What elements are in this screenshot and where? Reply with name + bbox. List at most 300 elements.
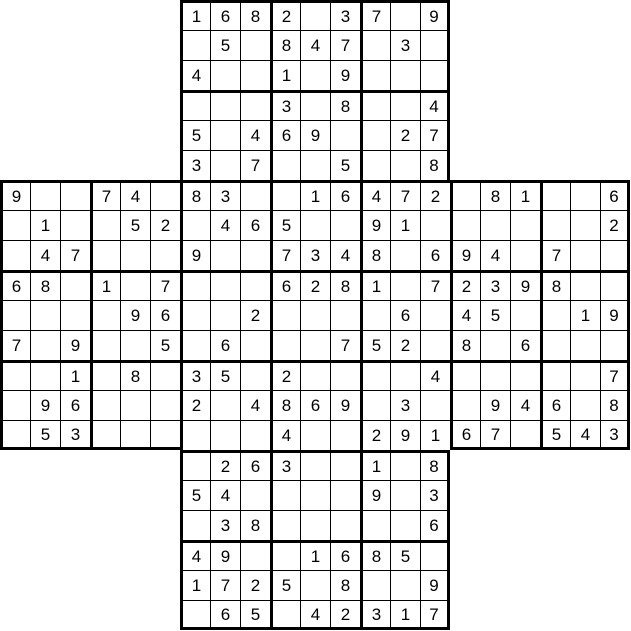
- void-area: [480, 120, 510, 150]
- cell-r10-c1[interactable]: [30, 300, 60, 330]
- cell-r11-c2: 9: [60, 330, 90, 360]
- cell-r1-c7: 5: [210, 30, 240, 60]
- cell-r13-c14[interactable]: [420, 390, 450, 420]
- cell-r7-c6[interactable]: [180, 210, 210, 240]
- void-area: [60, 600, 90, 630]
- cell-r4-c13: 2: [390, 120, 420, 150]
- cell-r10-c9[interactable]: [270, 300, 300, 330]
- void-area: [600, 540, 630, 570]
- cell-r13-c1: 9: [30, 390, 60, 420]
- cell-r7-c16[interactable]: [480, 210, 510, 240]
- void-area: [150, 150, 180, 180]
- cell-r7-c15[interactable]: [450, 210, 480, 240]
- cell-r13-c3[interactable]: [90, 390, 120, 420]
- cell-r1-c12[interactable]: [360, 30, 390, 60]
- cell-r10-c2[interactable]: [60, 300, 90, 330]
- void-area: [0, 150, 30, 180]
- cell-r7-c0[interactable]: [0, 210, 30, 240]
- cell-r6-c12: 4: [360, 180, 390, 210]
- cell-r7-c14[interactable]: [420, 210, 450, 240]
- cell-r13-c15[interactable]: [450, 390, 480, 420]
- cell-r10-c14[interactable]: [420, 300, 450, 330]
- cell-r0-c12: 7: [360, 0, 390, 30]
- cell-r5-c14: 8: [420, 150, 450, 180]
- cell-r8-c13[interactable]: [390, 240, 420, 270]
- cell-r5-c8: 7: [240, 150, 270, 180]
- cell-r13-c7[interactable]: [210, 390, 240, 420]
- cell-r15-c9: 3: [270, 450, 300, 480]
- cell-r15-c13[interactable]: [390, 450, 420, 480]
- void-area: [30, 0, 60, 30]
- cell-r6-c19[interactable]: [570, 180, 600, 210]
- cell-r6-c2[interactable]: [60, 180, 90, 210]
- cell-r11-c3[interactable]: [90, 330, 120, 360]
- cell-r14-c3[interactable]: [90, 420, 120, 450]
- cell-r10-c12[interactable]: [360, 300, 390, 330]
- cell-r10-c0[interactable]: [0, 300, 30, 330]
- void-area: [540, 570, 570, 600]
- cell-r18-c9[interactable]: [270, 540, 300, 570]
- cell-r20-c7: 6: [210, 600, 240, 630]
- cell-r13-c19[interactable]: [570, 390, 600, 420]
- cell-r3-c10[interactable]: [300, 90, 330, 120]
- cell-r8-c7[interactable]: [210, 240, 240, 270]
- cell-r8-c14: 6: [420, 240, 450, 270]
- cell-r11-c20[interactable]: [600, 330, 630, 360]
- cell-r8-c19[interactable]: [570, 240, 600, 270]
- void-area: [60, 540, 90, 570]
- cell-r0-c9: 2: [270, 0, 300, 30]
- void-area: [120, 60, 150, 90]
- cell-r3-c14: 4: [420, 90, 450, 120]
- cell-r4-c6: 5: [180, 120, 210, 150]
- void-area: [510, 510, 540, 540]
- cell-r3-c7[interactable]: [210, 90, 240, 120]
- cell-r11-c7: 6: [210, 330, 240, 360]
- void-area: [600, 120, 630, 150]
- cell-r12-c3[interactable]: [90, 360, 120, 390]
- cell-r9-c6[interactable]: [180, 270, 210, 300]
- cell-r15-c14: 8: [420, 450, 450, 480]
- cell-r20-c6[interactable]: [180, 600, 210, 630]
- cell-r4-c7[interactable]: [210, 120, 240, 150]
- cell-r14-c4[interactable]: [120, 420, 150, 450]
- void-area: [450, 510, 480, 540]
- void-area: [90, 120, 120, 150]
- void-area: [150, 570, 180, 600]
- void-area: [0, 570, 30, 600]
- cell-r17-c6[interactable]: [180, 510, 210, 540]
- cell-r16-c8[interactable]: [240, 480, 270, 510]
- void-area: [120, 600, 150, 630]
- void-area: [90, 540, 120, 570]
- cell-r12-c12[interactable]: [360, 360, 390, 390]
- cell-r4-c11[interactable]: [330, 120, 360, 150]
- cell-r12-c18[interactable]: [540, 360, 570, 390]
- void-area: [600, 510, 630, 540]
- cell-r7-c18[interactable]: [540, 210, 570, 240]
- cell-r6-c1[interactable]: [30, 180, 60, 210]
- void-area: [30, 540, 60, 570]
- cell-r7-c2[interactable]: [60, 210, 90, 240]
- void-area: [510, 60, 540, 90]
- cell-r14-c11[interactable]: [330, 420, 360, 450]
- void-area: [480, 510, 510, 540]
- cell-r5-c10[interactable]: [300, 150, 330, 180]
- cell-r12-c8[interactable]: [240, 360, 270, 390]
- cell-r7-c3[interactable]: [90, 210, 120, 240]
- cell-r7-c17[interactable]: [510, 210, 540, 240]
- cell-r19-c13[interactable]: [390, 570, 420, 600]
- cell-r12-c6: 3: [180, 360, 210, 390]
- cell-r8-c10: 3: [300, 240, 330, 270]
- cell-r18-c6: 4: [180, 540, 210, 570]
- cell-r11-c17: 6: [510, 330, 540, 360]
- cell-r14-c6[interactable]: [180, 420, 210, 450]
- void-area: [510, 120, 540, 150]
- cell-r4-c9: 6: [270, 120, 300, 150]
- cell-r18-c7: 9: [210, 540, 240, 570]
- void-area: [510, 540, 540, 570]
- cell-r19-c11: 8: [330, 570, 360, 600]
- cell-r14-c0[interactable]: [0, 420, 30, 450]
- cell-r17-c13[interactable]: [390, 510, 420, 540]
- void-area: [480, 540, 510, 570]
- cell-r14-c13: 9: [390, 420, 420, 450]
- cell-r10-c17[interactable]: [510, 300, 540, 330]
- void-area: [60, 150, 90, 180]
- void-area: [120, 540, 150, 570]
- cell-r13-c18: 6: [540, 390, 570, 420]
- cell-r6-c6: 8: [180, 180, 210, 210]
- void-area: [60, 0, 90, 30]
- cell-r12-c9: 2: [270, 360, 300, 390]
- void-area: [150, 30, 180, 60]
- cell-r16-c11[interactable]: [330, 480, 360, 510]
- void-area: [540, 600, 570, 630]
- cell-r12-c11[interactable]: [330, 360, 360, 390]
- cell-r11-c15: 8: [450, 330, 480, 360]
- void-area: [60, 570, 90, 600]
- cell-r7-c10[interactable]: [300, 210, 330, 240]
- cell-r0-c8: 8: [240, 0, 270, 30]
- cell-r9-c20[interactable]: [600, 270, 630, 300]
- cell-r5-c7[interactable]: [210, 150, 240, 180]
- cell-r18-c10: 1: [300, 540, 330, 570]
- void-area: [540, 90, 570, 120]
- void-area: [90, 30, 120, 60]
- cell-r0-c14: 9: [420, 0, 450, 30]
- cell-r10-c18[interactable]: [540, 300, 570, 330]
- cell-r14-c10[interactable]: [300, 420, 330, 450]
- void-area: [570, 120, 600, 150]
- cell-r9-c4[interactable]: [120, 270, 150, 300]
- cell-r2-c13[interactable]: [390, 60, 420, 90]
- cell-r6-c7: 3: [210, 180, 240, 210]
- cell-r4-c12[interactable]: [360, 120, 390, 150]
- cell-r11-c1[interactable]: [30, 330, 60, 360]
- cell-r1-c14[interactable]: [420, 30, 450, 60]
- cell-r12-c19[interactable]: [570, 360, 600, 390]
- cell-r19-c12[interactable]: [360, 570, 390, 600]
- void-area: [450, 60, 480, 90]
- void-area: [600, 450, 630, 480]
- void-area: [480, 450, 510, 480]
- cell-r11-c10[interactable]: [300, 330, 330, 360]
- cell-r7-c19[interactable]: [570, 210, 600, 240]
- cell-r10-c3[interactable]: [90, 300, 120, 330]
- cell-r13-c20: 8: [600, 390, 630, 420]
- cell-r8-c1: 4: [30, 240, 60, 270]
- cell-r14-c5[interactable]: [150, 420, 180, 450]
- cell-r7-c13: 1: [390, 210, 420, 240]
- void-area: [120, 450, 150, 480]
- cell-r18-c12: 8: [360, 540, 390, 570]
- cell-r16-c10[interactable]: [300, 480, 330, 510]
- void-area: [570, 30, 600, 60]
- cell-r3-c8[interactable]: [240, 90, 270, 120]
- void-area: [0, 600, 30, 630]
- cell-r15-c10[interactable]: [300, 450, 330, 480]
- cell-r13-c4[interactable]: [120, 390, 150, 420]
- void-area: [450, 30, 480, 60]
- cell-r10-c7[interactable]: [210, 300, 240, 330]
- cell-r10-c16: 5: [480, 300, 510, 330]
- cell-r9-c19[interactable]: [570, 270, 600, 300]
- cell-r11-c16[interactable]: [480, 330, 510, 360]
- cell-r5-c9[interactable]: [270, 150, 300, 180]
- void-area: [0, 0, 30, 30]
- void-area: [450, 450, 480, 480]
- void-area: [30, 90, 60, 120]
- cell-r14-c8[interactable]: [240, 420, 270, 450]
- cell-r2-c9: 1: [270, 60, 300, 90]
- cell-r3-c6[interactable]: [180, 90, 210, 120]
- cell-r17-c11[interactable]: [330, 510, 360, 540]
- void-area: [510, 150, 540, 180]
- cell-r12-c13[interactable]: [390, 360, 420, 390]
- cell-r9-c8[interactable]: [240, 270, 270, 300]
- void-area: [510, 480, 540, 510]
- void-area: [150, 600, 180, 630]
- cell-r17-c12[interactable]: [360, 510, 390, 540]
- cell-r12-c0[interactable]: [0, 360, 30, 390]
- cell-r10-c11[interactable]: [330, 300, 360, 330]
- cell-r6-c15[interactable]: [450, 180, 480, 210]
- void-area: [150, 510, 180, 540]
- void-area: [0, 90, 30, 120]
- cell-r10-c19: 1: [570, 300, 600, 330]
- cell-r9-c7[interactable]: [210, 270, 240, 300]
- cell-r3-c9: 3: [270, 90, 300, 120]
- cell-r13-c8: 4: [240, 390, 270, 420]
- cell-r1-c8[interactable]: [240, 30, 270, 60]
- cell-r17-c9[interactable]: [270, 510, 300, 540]
- cell-r16-c9[interactable]: [270, 480, 300, 510]
- void-area: [450, 0, 480, 30]
- cell-r14-c19: 4: [570, 420, 600, 450]
- cell-r5-c12[interactable]: [360, 150, 390, 180]
- cell-r11-c4[interactable]: [120, 330, 150, 360]
- cell-r7-c8: 6: [240, 210, 270, 240]
- cell-r0-c13[interactable]: [390, 0, 420, 30]
- void-area: [540, 0, 570, 30]
- cell-r12-c17[interactable]: [510, 360, 540, 390]
- void-area: [540, 540, 570, 570]
- void-area: [600, 150, 630, 180]
- cell-r10-c10[interactable]: [300, 300, 330, 330]
- void-area: [120, 480, 150, 510]
- cell-r14-c7[interactable]: [210, 420, 240, 450]
- cell-r19-c9: 5: [270, 570, 300, 600]
- cell-r11-c14[interactable]: [420, 330, 450, 360]
- cell-r14-c15: 6: [450, 420, 480, 450]
- cell-r20-c10: 4: [300, 600, 330, 630]
- cell-r12-c16[interactable]: [480, 360, 510, 390]
- cell-r17-c10[interactable]: [300, 510, 330, 540]
- cell-r14-c12: 2: [360, 420, 390, 450]
- void-area: [600, 600, 630, 630]
- cell-r8-c0[interactable]: [0, 240, 30, 270]
- cell-r14-c2: 3: [60, 420, 90, 450]
- cell-r20-c12: 3: [360, 600, 390, 630]
- cell-r9-c10: 2: [300, 270, 330, 300]
- void-area: [0, 30, 30, 60]
- cell-r3-c13[interactable]: [390, 90, 420, 120]
- cell-r14-c14: 1: [420, 420, 450, 450]
- cell-r10-c6[interactable]: [180, 300, 210, 330]
- void-area: [150, 120, 180, 150]
- void-area: [570, 570, 600, 600]
- cell-r2-c8[interactable]: [240, 60, 270, 90]
- cell-r12-c1[interactable]: [30, 360, 60, 390]
- cell-r6-c8[interactable]: [240, 180, 270, 210]
- cell-r3-c12[interactable]: [360, 90, 390, 120]
- void-area: [570, 510, 600, 540]
- cell-r8-c3[interactable]: [90, 240, 120, 270]
- cell-r6-c9[interactable]: [270, 180, 300, 210]
- void-area: [510, 570, 540, 600]
- cell-r5-c13[interactable]: [390, 150, 420, 180]
- cell-r15-c7: 2: [210, 450, 240, 480]
- void-area: [450, 600, 480, 630]
- void-area: [90, 510, 120, 540]
- void-area: [600, 570, 630, 600]
- cell-r11-c8[interactable]: [240, 330, 270, 360]
- cell-r15-c11[interactable]: [330, 450, 360, 480]
- cell-r1-c6[interactable]: [180, 30, 210, 60]
- void-area: [450, 540, 480, 570]
- cell-r19-c14: 9: [420, 570, 450, 600]
- cell-r12-c15[interactable]: [450, 360, 480, 390]
- cell-r2-c7[interactable]: [210, 60, 240, 90]
- void-area: [540, 150, 570, 180]
- cell-r2-c12[interactable]: [360, 60, 390, 90]
- cell-r19-c8: 2: [240, 570, 270, 600]
- void-area: [120, 30, 150, 60]
- cell-r13-c12[interactable]: [360, 390, 390, 420]
- cell-r9-c13[interactable]: [390, 270, 420, 300]
- void-area: [30, 30, 60, 60]
- cell-r8-c15: 9: [450, 240, 480, 270]
- void-area: [450, 120, 480, 150]
- cell-r7-c20: 2: [600, 210, 630, 240]
- cell-r13-c5[interactable]: [150, 390, 180, 420]
- cell-r7-c11[interactable]: [330, 210, 360, 240]
- cell-r9-c15: 2: [450, 270, 480, 300]
- cell-r14-c16: 7: [480, 420, 510, 450]
- void-area: [150, 540, 180, 570]
- cell-r18-c8[interactable]: [240, 540, 270, 570]
- cell-r8-c8[interactable]: [240, 240, 270, 270]
- cell-r20-c9[interactable]: [270, 600, 300, 630]
- void-area: [570, 60, 600, 90]
- cell-r2-c14[interactable]: [420, 60, 450, 90]
- cell-r2-c10[interactable]: [300, 60, 330, 90]
- void-area: [120, 0, 150, 30]
- cell-r10-c20: 9: [600, 300, 630, 330]
- cell-r6-c5[interactable]: [150, 180, 180, 210]
- cell-r8-c20[interactable]: [600, 240, 630, 270]
- void-area: [30, 510, 60, 540]
- void-area: [0, 120, 30, 150]
- cell-r9-c2[interactable]: [60, 270, 90, 300]
- void-area: [600, 90, 630, 120]
- cell-r6-c18[interactable]: [540, 180, 570, 210]
- void-area: [540, 510, 570, 540]
- cell-r13-c0[interactable]: [0, 390, 30, 420]
- cell-r18-c14[interactable]: [420, 540, 450, 570]
- cell-r14-c9: 4: [270, 420, 300, 450]
- cell-r11-c6[interactable]: [180, 330, 210, 360]
- cell-r9-c11: 8: [330, 270, 360, 300]
- cell-r9-c16: 3: [480, 270, 510, 300]
- cell-r0-c10[interactable]: [300, 0, 330, 30]
- cell-r6-c10: 1: [300, 180, 330, 210]
- cell-r16-c13[interactable]: [390, 480, 420, 510]
- cell-r7-c12: 9: [360, 210, 390, 240]
- cell-r12-c10[interactable]: [300, 360, 330, 390]
- cell-r14-c18: 5: [540, 420, 570, 450]
- cell-r13-c9: 8: [270, 390, 300, 420]
- void-area: [480, 570, 510, 600]
- cell-r8-c5[interactable]: [150, 240, 180, 270]
- cell-r7-c5: 2: [150, 210, 180, 240]
- void-area: [60, 510, 90, 540]
- cell-r11-c19[interactable]: [570, 330, 600, 360]
- cell-r12-c5[interactable]: [150, 360, 180, 390]
- cell-r11-c9[interactable]: [270, 330, 300, 360]
- cell-r6-c3: 7: [90, 180, 120, 210]
- cell-r10-c13: 6: [390, 300, 420, 330]
- void-area: [480, 480, 510, 510]
- cell-r11-c18[interactable]: [540, 330, 570, 360]
- cell-r9-c17: 9: [510, 270, 540, 300]
- cell-r14-c17[interactable]: [510, 420, 540, 450]
- cell-r15-c8: 6: [240, 450, 270, 480]
- cell-r13-c10: 6: [300, 390, 330, 420]
- cell-r15-c6[interactable]: [180, 450, 210, 480]
- cell-r8-c4[interactable]: [120, 240, 150, 270]
- cell-r19-c6: 1: [180, 570, 210, 600]
- void-area: [30, 450, 60, 480]
- cell-r16-c6: 5: [180, 480, 210, 510]
- cell-r8-c12: 8: [360, 240, 390, 270]
- cell-r19-c10[interactable]: [300, 570, 330, 600]
- void-area: [570, 600, 600, 630]
- cell-r8-c17[interactable]: [510, 240, 540, 270]
- cell-r2-c6: 4: [180, 60, 210, 90]
